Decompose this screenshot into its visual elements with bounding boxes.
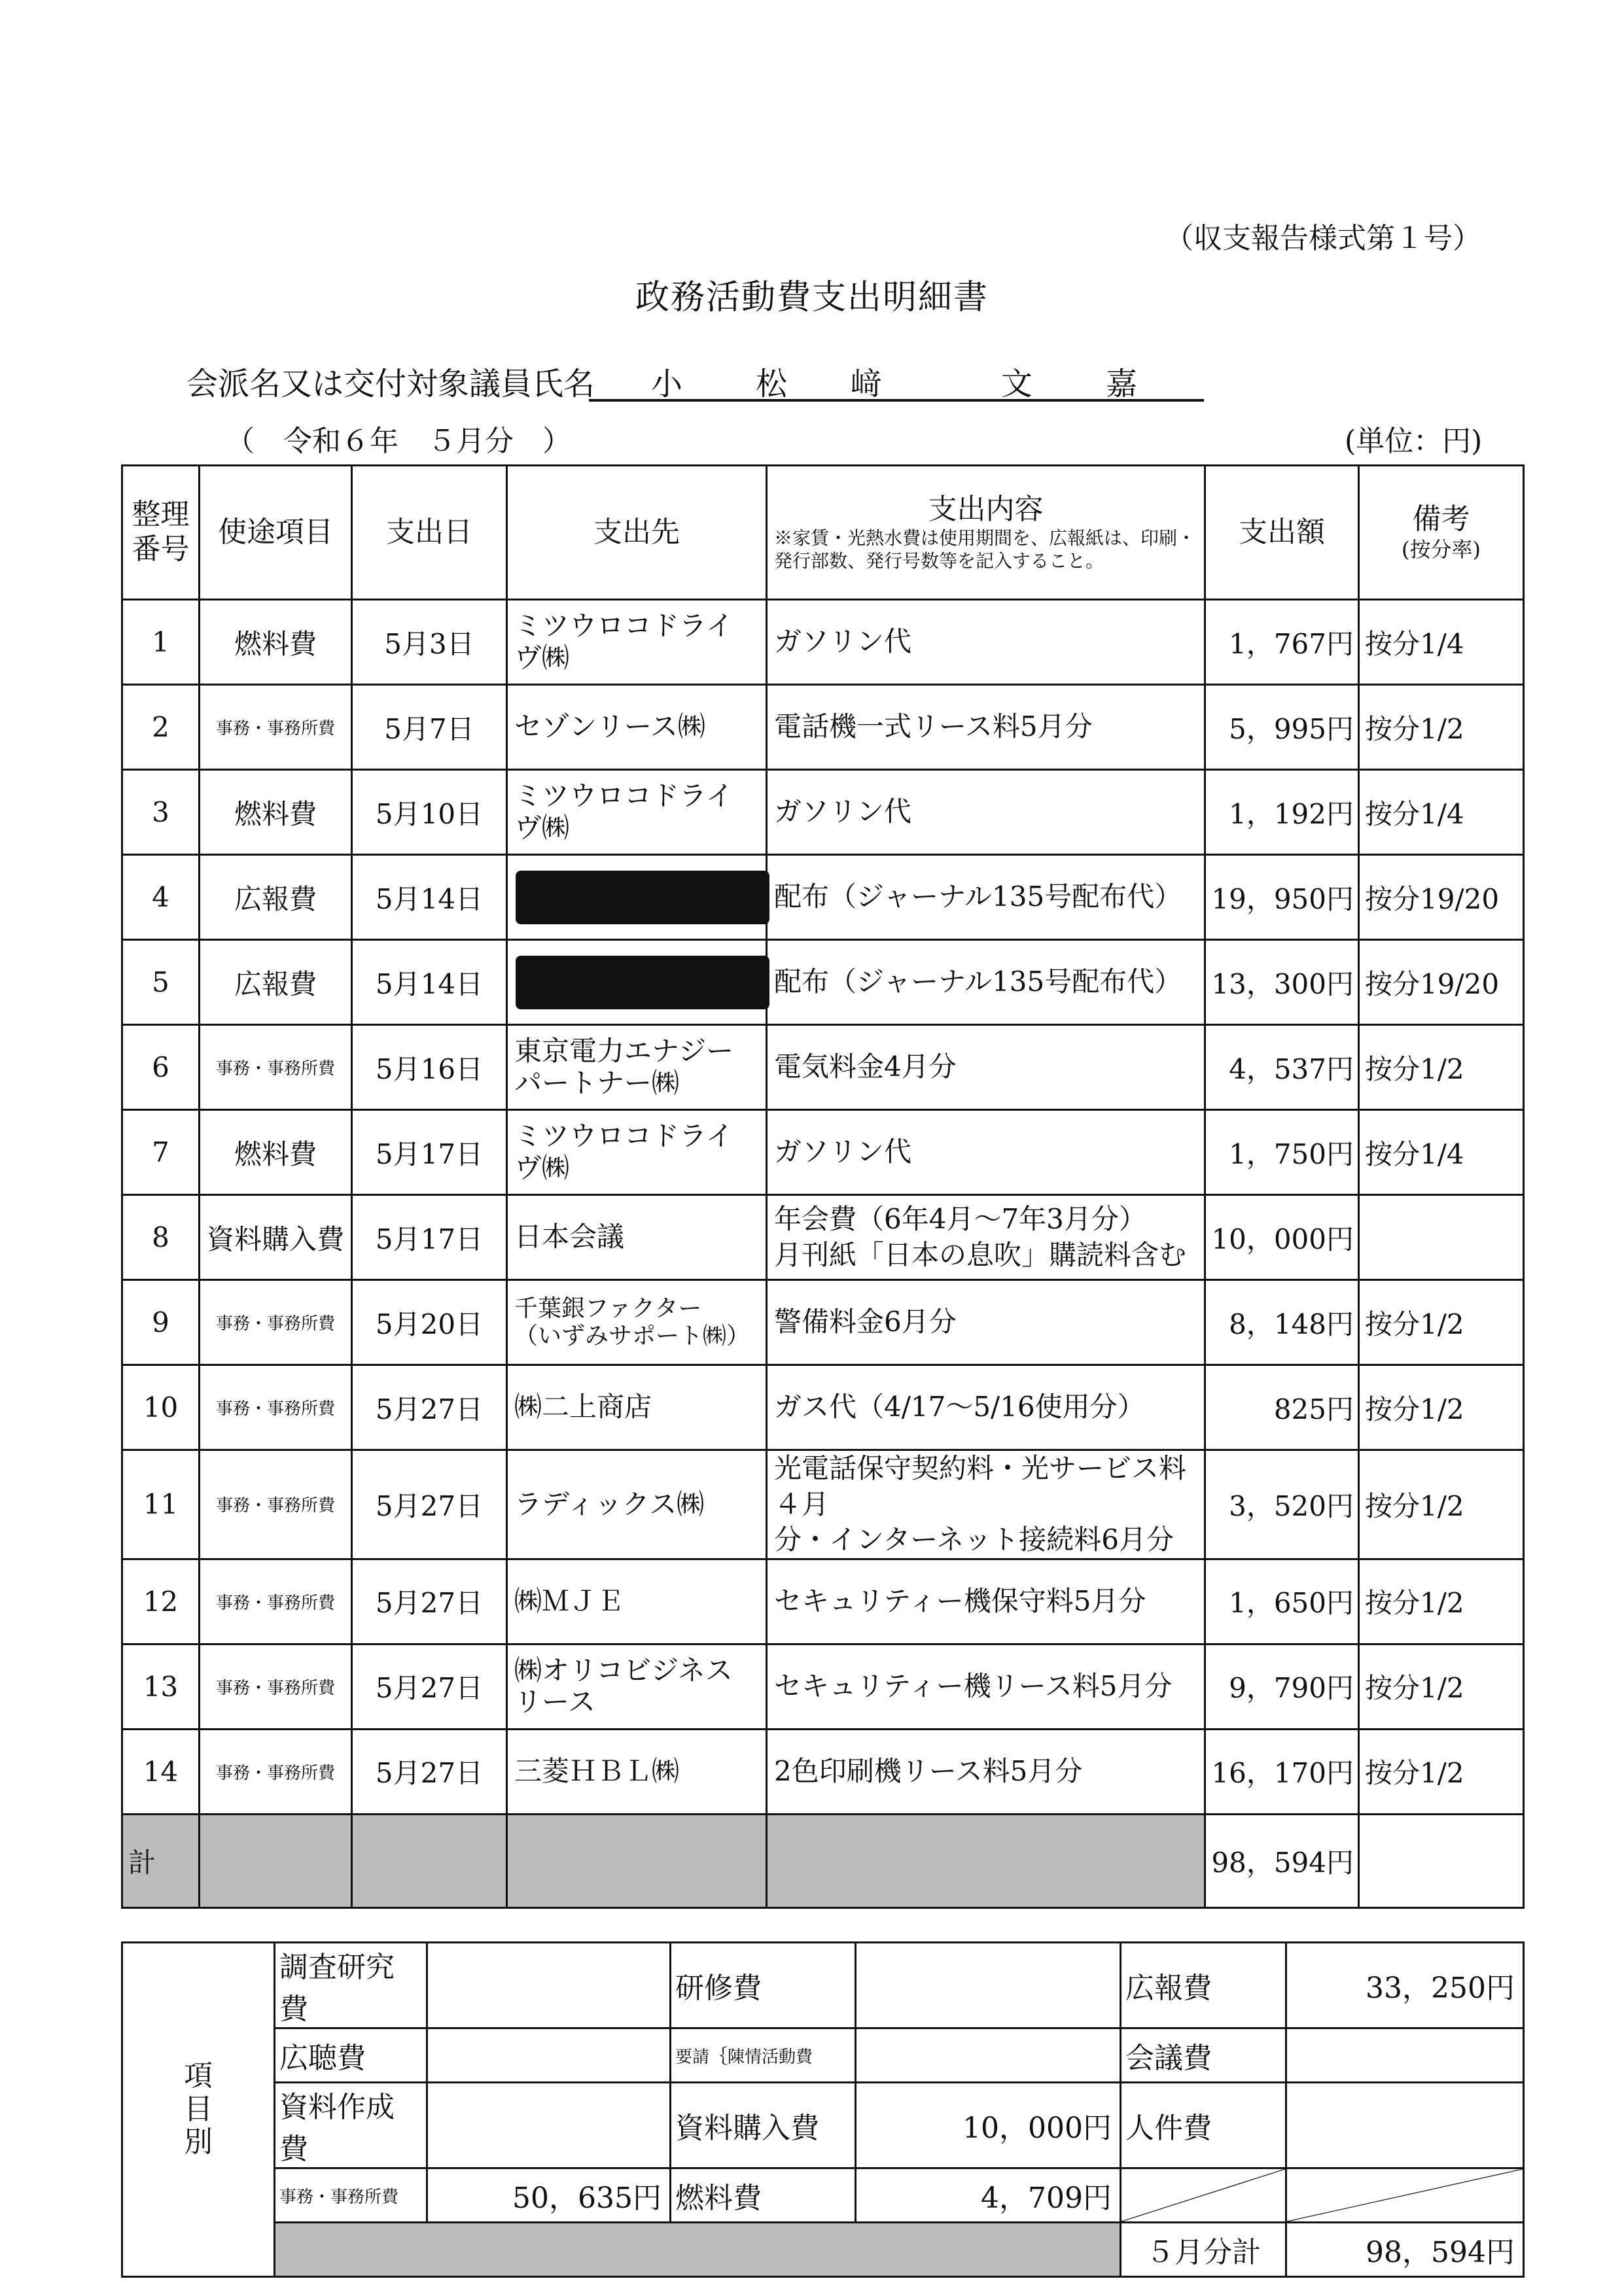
member-name-char: 嘉 bbox=[1106, 366, 1138, 402]
summary-personnel-value bbox=[1286, 2083, 1524, 2168]
row-category: 事務・事務所費 bbox=[200, 1025, 352, 1110]
row-remarks bbox=[1359, 1195, 1524, 1280]
document-title: 政務活動費支出明細書 bbox=[635, 278, 989, 317]
row-payee: ミツウロコドライ ヴ㈱ bbox=[507, 770, 767, 855]
row-amount: 1，192円 bbox=[1205, 770, 1359, 855]
table-row bbox=[122, 1195, 1524, 1280]
row-date: 5月16日 bbox=[352, 1025, 507, 1110]
unit-label: (単位：円) bbox=[1345, 425, 1483, 458]
row-payee: ミツウロコドライ ヴ㈱ bbox=[507, 600, 767, 685]
row-description: 2色印刷機リース料5月分 bbox=[767, 1729, 1205, 1814]
summary-side-label: 項 目 別 bbox=[122, 1943, 275, 2277]
row-description: ガソリン代 bbox=[767, 600, 1205, 685]
header-amount: 支出額 bbox=[1205, 466, 1359, 600]
row-category: 燃料費 bbox=[200, 600, 352, 685]
row-number: 7 bbox=[122, 1110, 200, 1195]
member-label: 会派名又は交付対象議員氏名 bbox=[186, 366, 595, 402]
header-remarks: 備考 (按分率) bbox=[1359, 466, 1524, 600]
redaction-block bbox=[516, 871, 769, 924]
summary-meeting-label: 会議費 bbox=[1121, 2028, 1286, 2083]
period: （ 令和６年 ５月分 ） bbox=[226, 425, 571, 458]
summary-training-label: 研修費 bbox=[671, 1943, 856, 2028]
row-date: 5月27日 bbox=[352, 1644, 507, 1729]
header-no: 整理 番号 bbox=[122, 466, 200, 600]
row-amount: 13，300円 bbox=[1205, 940, 1359, 1025]
row-amount: 10，000円 bbox=[1205, 1195, 1359, 1280]
row-category: 燃料費 bbox=[200, 770, 352, 855]
table-row bbox=[122, 600, 1524, 685]
summary-petition-label: 要請｛陳情活動費 bbox=[671, 2028, 856, 2083]
table-row bbox=[122, 685, 1524, 770]
row-description: 警備料金6月分 bbox=[767, 1280, 1205, 1365]
row-number: 4 bbox=[122, 855, 200, 940]
header-payee: 支出先 bbox=[507, 466, 767, 600]
member-name-char: 小 bbox=[651, 366, 683, 402]
row-number: 9 bbox=[122, 1280, 200, 1365]
row-amount: 19，950円 bbox=[1205, 855, 1359, 940]
row-payee: ㈱ＭＪＥ bbox=[507, 1559, 767, 1644]
header-content-note: ※家賃・光熱水費は使用期間を、広報紙は、印刷・発行部数、発行号数等を記入すること。 bbox=[774, 527, 1196, 572]
table-row bbox=[122, 770, 1524, 855]
row-number: 14 bbox=[122, 1729, 200, 1814]
row-payee: 千葉銀ファクター （いずみサポート㈱） bbox=[507, 1280, 767, 1365]
header-row bbox=[122, 466, 1524, 600]
row-number: 5 bbox=[122, 940, 200, 1025]
row-number: 2 bbox=[122, 685, 200, 770]
summary-hearing-value bbox=[427, 2028, 671, 2083]
row-category: 広報費 bbox=[200, 940, 352, 1025]
row-number: 3 bbox=[122, 770, 200, 855]
summary-month-total-label: ５月分計 bbox=[1121, 2223, 1286, 2277]
row-remarks: 按分19/20 bbox=[1359, 855, 1524, 940]
row-remarks: 按分1/4 bbox=[1359, 600, 1524, 685]
summary-grey-area bbox=[275, 2223, 1121, 2277]
row-payee: ラディックス㈱ bbox=[507, 1450, 767, 1559]
member-name-char: 松 bbox=[756, 366, 788, 402]
row-payee: 三菱ＨＢＬ㈱ bbox=[507, 1729, 767, 1814]
row-category: 燃料費 bbox=[200, 1110, 352, 1195]
member-name-char: 﨑 bbox=[851, 366, 883, 402]
table-row bbox=[122, 1559, 1524, 1644]
row-category: 事務・事務所費 bbox=[200, 685, 352, 770]
summary-empty-diagonal bbox=[1121, 2168, 1286, 2223]
row-description: ガス代（4/17～5/16使用分） bbox=[767, 1365, 1205, 1450]
row-payee: 東京電力エナジー パートナー㈱ bbox=[507, 1025, 767, 1110]
summary-fuel-label: 燃料費 bbox=[671, 2168, 856, 2223]
row-date: 5月3日 bbox=[352, 600, 507, 685]
summary-office-label: 事務・事務所費 bbox=[275, 2168, 427, 2223]
row-remarks: 按分1/4 bbox=[1359, 1110, 1524, 1195]
row-remarks: 按分1/4 bbox=[1359, 770, 1524, 855]
row-description: 年会費（6年4月～7年3月分） 月刊紙「日本の息吹」購読料含む bbox=[767, 1195, 1205, 1280]
header-date: 支出日 bbox=[352, 466, 507, 600]
row-remarks: 按分1/2 bbox=[1359, 1729, 1524, 1814]
row-remarks: 按分1/2 bbox=[1359, 1644, 1524, 1729]
summary-research-value bbox=[427, 1943, 671, 2028]
expense-table bbox=[121, 464, 1525, 1909]
row-number: 8 bbox=[122, 1195, 200, 1280]
summary-training-value bbox=[856, 1943, 1121, 2028]
row-description: 配布（ジャーナル135号配布代） bbox=[767, 940, 1205, 1025]
table-row bbox=[122, 855, 1524, 940]
row-remarks: 按分1/2 bbox=[1359, 1450, 1524, 1559]
row-number: 6 bbox=[122, 1025, 200, 1110]
row-amount: 4，537円 bbox=[1205, 1025, 1359, 1110]
row-remarks: 按分1/2 bbox=[1359, 1025, 1524, 1110]
row-amount: 16，170円 bbox=[1205, 1729, 1359, 1814]
row-category: 事務・事務所費 bbox=[200, 1280, 352, 1365]
row-number: 11 bbox=[122, 1450, 200, 1559]
summary-month-total-value: 98，594円 bbox=[1286, 2223, 1524, 2277]
row-number: 10 bbox=[122, 1365, 200, 1450]
summary-office-value: 50，635円 bbox=[427, 2168, 671, 2223]
row-description: セキュリティー機リース料5月分 bbox=[767, 1644, 1205, 1729]
member-name-char: 文 bbox=[1001, 366, 1033, 402]
summary-doc-purchase-label: 資料購入費 bbox=[671, 2083, 856, 2168]
row-date: 5月14日 bbox=[352, 940, 507, 1025]
summary-empty-diagonal bbox=[1286, 2168, 1524, 2223]
table-row bbox=[122, 1644, 1524, 1729]
row-remarks: 按分1/2 bbox=[1359, 1365, 1524, 1450]
row-date: 5月27日 bbox=[352, 1729, 507, 1814]
summary-fuel-value: 4，709円 bbox=[856, 2168, 1121, 2223]
redaction-block bbox=[516, 956, 769, 1009]
summary-pr-label: 広報費 bbox=[1121, 1943, 1286, 2028]
row-date: 5月27日 bbox=[352, 1559, 507, 1644]
row-amount: 9，790円 bbox=[1205, 1644, 1359, 1729]
row-payee bbox=[507, 855, 767, 940]
row-date: 5月14日 bbox=[352, 855, 507, 940]
table-row bbox=[122, 1280, 1524, 1365]
row-description: セキュリティー機保守料5月分 bbox=[767, 1559, 1205, 1644]
row-amount: 1，750円 bbox=[1205, 1110, 1359, 1195]
row-date: 5月17日 bbox=[352, 1195, 507, 1280]
row-category: 広報費 bbox=[200, 855, 352, 940]
row-date: 5月7日 bbox=[352, 685, 507, 770]
row-category: 事務・事務所費 bbox=[200, 1729, 352, 1814]
row-category: 事務・事務所費 bbox=[200, 1365, 352, 1450]
row-description: 電話機一式リース料5月分 bbox=[767, 685, 1205, 770]
summary-table bbox=[121, 1941, 1525, 2278]
row-remarks: 按分1/2 bbox=[1359, 685, 1524, 770]
row-category: 事務・事務所費 bbox=[200, 1559, 352, 1644]
row-payee: ミツウロコドライ ヴ㈱ bbox=[507, 1110, 767, 1195]
summary-research-label: 調査研究費 bbox=[275, 1943, 427, 2028]
table-row bbox=[122, 1365, 1524, 1450]
header-category: 使途項目 bbox=[200, 466, 352, 600]
row-amount: 3，520円 bbox=[1205, 1450, 1359, 1559]
header-content bbox=[767, 466, 1205, 600]
total-row bbox=[122, 1814, 1524, 1907]
summary-personnel-label: 人件費 bbox=[1121, 2083, 1286, 2168]
row-description: ガソリン代 bbox=[767, 1110, 1205, 1195]
table-row bbox=[122, 1729, 1524, 1814]
summary-pr-value: 33，250円 bbox=[1286, 1943, 1524, 2028]
table-row bbox=[122, 1025, 1524, 1110]
table-row bbox=[122, 1450, 1524, 1559]
header-content-title: 支出内容 bbox=[928, 492, 1044, 526]
table-row bbox=[122, 1110, 1524, 1195]
form-number: （収支報告様式第１号） bbox=[1165, 222, 1481, 255]
row-payee: セゾンリース㈱ bbox=[507, 685, 767, 770]
row-category: 事務・事務所費 bbox=[200, 1450, 352, 1559]
row-description: ガソリン代 bbox=[767, 770, 1205, 855]
total-label: 計 bbox=[122, 1814, 200, 1907]
row-description: 光電話保守契約料・光サービス料４月 分・インターネット接続料6月分 bbox=[767, 1450, 1205, 1559]
row-date: 5月17日 bbox=[352, 1110, 507, 1195]
row-date: 5月10日 bbox=[352, 770, 507, 855]
total-amount: 98，594円 bbox=[1205, 1814, 1359, 1907]
summary-doc-creation-value bbox=[427, 2083, 671, 2168]
row-payee bbox=[507, 940, 767, 1025]
row-remarks: 按分1/2 bbox=[1359, 1559, 1524, 1644]
header-remarks-sub: (按分率) bbox=[1402, 537, 1481, 563]
row-date: 5月20日 bbox=[352, 1280, 507, 1365]
row-amount: 1，767円 bbox=[1205, 600, 1359, 685]
row-amount: 5，995円 bbox=[1205, 685, 1359, 770]
row-description: 配布（ジャーナル135号配布代） bbox=[767, 855, 1205, 940]
summary-petition-value bbox=[856, 2028, 1121, 2083]
row-number: 13 bbox=[122, 1644, 200, 1729]
row-description: 電気料金4月分 bbox=[767, 1025, 1205, 1110]
row-payee: ㈱オリコビジネス リース bbox=[507, 1644, 767, 1729]
row-category: 資料購入費 bbox=[200, 1195, 352, 1280]
table-row bbox=[122, 940, 1524, 1025]
row-remarks: 按分19/20 bbox=[1359, 940, 1524, 1025]
summary-doc-creation-label: 資料作成費 bbox=[275, 2083, 427, 2168]
row-payee: 日本会議 bbox=[507, 1195, 767, 1280]
row-remarks: 按分1/2 bbox=[1359, 1280, 1524, 1365]
summary-meeting-value bbox=[1286, 2028, 1524, 2083]
row-date: 5月27日 bbox=[352, 1450, 507, 1559]
summary-hearing-label: 広聴費 bbox=[275, 2028, 427, 2083]
row-number: 12 bbox=[122, 1559, 200, 1644]
row-number: 1 bbox=[122, 600, 200, 685]
row-category: 事務・事務所費 bbox=[200, 1644, 352, 1729]
row-amount: 825円 bbox=[1205, 1365, 1359, 1450]
row-amount: 8，148円 bbox=[1205, 1280, 1359, 1365]
row-date: 5月27日 bbox=[352, 1365, 507, 1450]
row-payee: ㈱二上商店 bbox=[507, 1365, 767, 1450]
row-amount: 1，650円 bbox=[1205, 1559, 1359, 1644]
summary-doc-purchase-value: 10，000円 bbox=[856, 2083, 1121, 2168]
member-name bbox=[589, 358, 1204, 402]
